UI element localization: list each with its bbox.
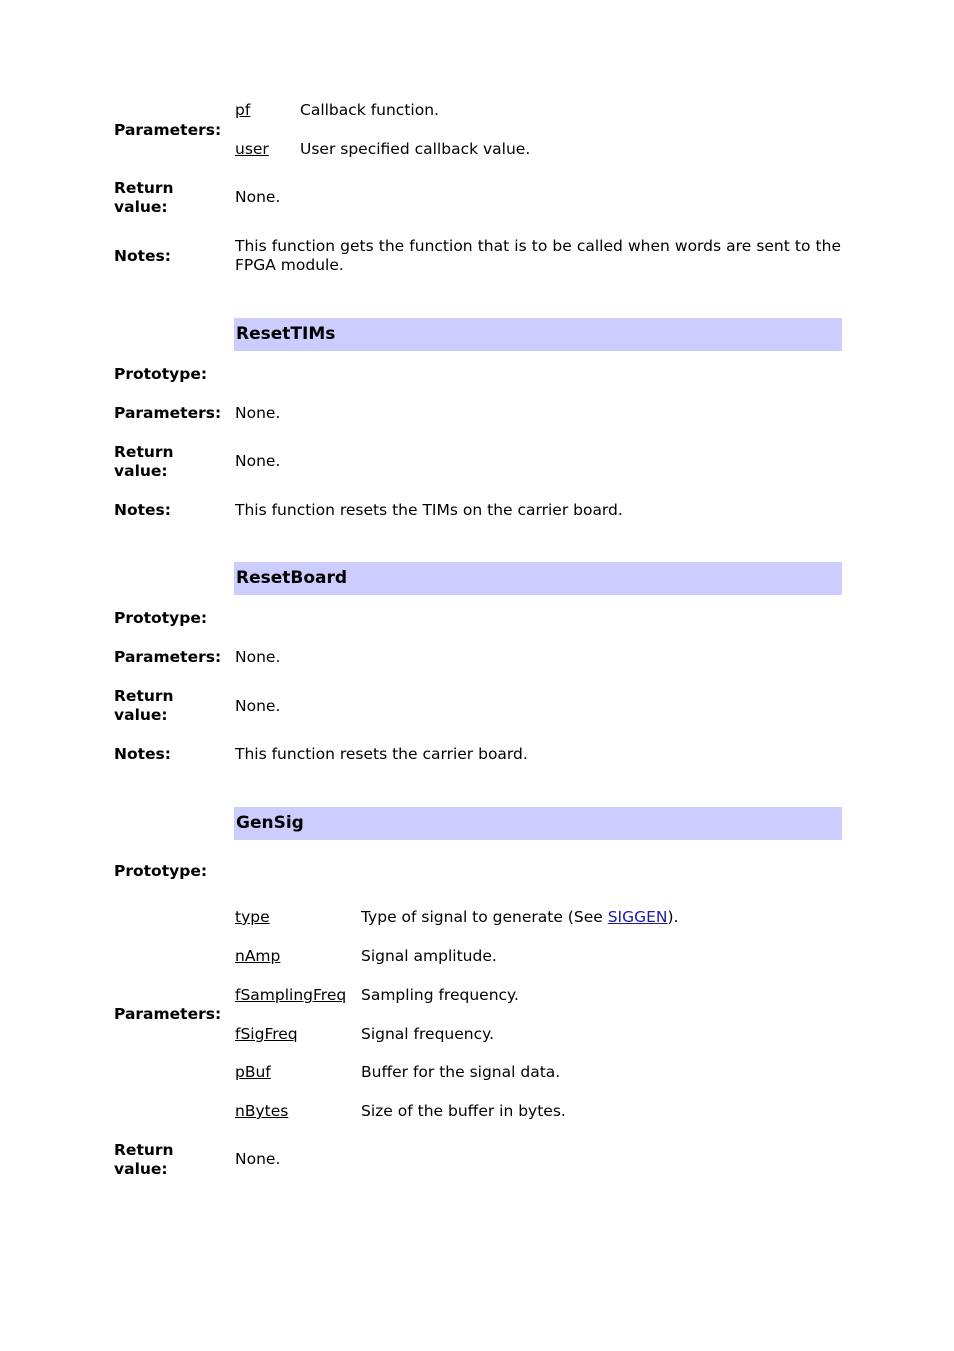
notes-text: This function resets the carrier board.	[235, 745, 528, 763]
prototype-label: Prototype:	[114, 365, 208, 383]
parameters-label: Parameters:	[114, 121, 222, 139]
param-name-type[interactable]: type	[235, 908, 270, 926]
param-desc-user: User specified callback value.	[300, 140, 531, 158]
param-name-namp[interactable]: nAmp	[235, 947, 281, 965]
return-label-line2: value:	[114, 706, 168, 724]
param-desc-fsigfreq: Signal frequency.	[361, 1025, 494, 1043]
return-value-text: None.	[235, 188, 281, 206]
return-value-label	[114, 1141, 174, 1179]
param-name-pbuf[interactable]: pBuf	[235, 1063, 271, 1081]
return-label-line2: value:	[114, 462, 168, 480]
parameters-label: Parameters:	[114, 1005, 222, 1023]
param-name-nbytes[interactable]: nBytes	[235, 1102, 289, 1120]
return-value-label	[114, 179, 174, 217]
siggen-link[interactable]: SIGGEN	[607, 908, 668, 926]
notes-label: Notes:	[114, 501, 171, 519]
parameters-value: None.	[235, 404, 281, 422]
param-desc-type-suffix: ).	[667, 908, 679, 926]
notes-text: This function resets the TIMs on the carrier board.	[235, 501, 623, 519]
param-name-user[interactable]: user	[235, 140, 269, 158]
param-desc-fsamplingfreq: Sampling frequency.	[361, 986, 519, 1004]
return-value-label	[114, 443, 174, 481]
notes-text: This function gets the function that is to be called when words are sent to the FPGA module.	[235, 237, 841, 274]
section-heading-gensig: GenSig	[234, 807, 842, 840]
parameters-label: Parameters:	[114, 404, 222, 422]
param-desc-pf: Callback function.	[300, 101, 439, 119]
return-label-line2: value:	[114, 1160, 168, 1178]
parameters-value: None.	[235, 648, 281, 666]
param-name-fsigfreq[interactable]: fSigFreq	[235, 1025, 298, 1043]
notes-label: Notes:	[114, 745, 171, 763]
return-value-text: None.	[235, 1150, 281, 1168]
return-label-line1: Return	[114, 179, 174, 197]
param-desc-nbytes: Size of the buffer in bytes.	[361, 1102, 566, 1120]
prototype-label: Prototype:	[114, 862, 208, 880]
return-value-label	[114, 687, 174, 725]
param-desc-type	[361, 908, 679, 927]
param-name-pf[interactable]: pf	[235, 101, 251, 119]
return-label-line1: Return	[114, 1141, 174, 1159]
return-value-text: None.	[235, 452, 281, 470]
return-value-text: None.	[235, 697, 281, 715]
section-heading-resetboard: ResetBoard	[234, 562, 842, 595]
param-desc-type-prefix: Type of signal to generate (See	[361, 908, 608, 926]
return-label-line1: Return	[114, 443, 174, 461]
section-heading-resettims: ResetTIMs	[234, 318, 842, 351]
notes-label: Notes:	[114, 247, 171, 265]
parameters-label: Parameters:	[114, 648, 222, 666]
return-label-line2: value:	[114, 198, 168, 216]
param-desc-namp: Signal amplitude.	[361, 947, 497, 965]
return-label-line1: Return	[114, 687, 174, 705]
prototype-label: Prototype:	[114, 609, 208, 627]
param-desc-pbuf: Buffer for the signal data.	[361, 1063, 561, 1081]
param-name-fsamplingfreq[interactable]: fSamplingFreq	[235, 986, 347, 1004]
